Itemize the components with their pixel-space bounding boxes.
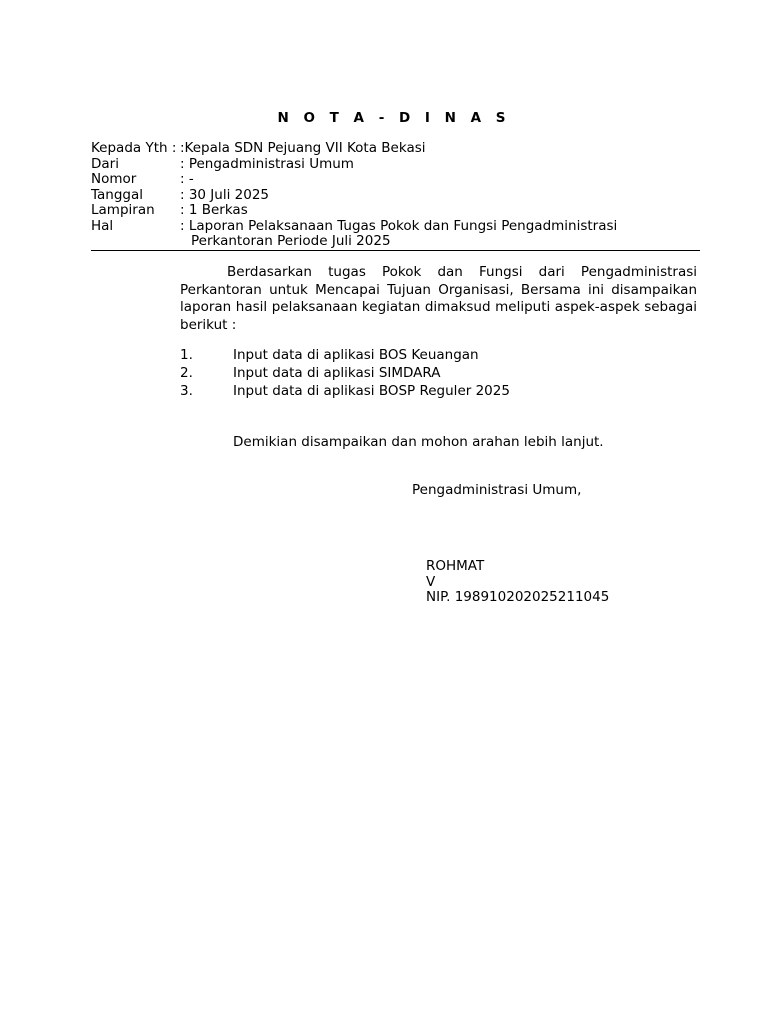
header-row-tanggal [91, 188, 701, 204]
list-item-number: 3. [180, 383, 193, 399]
list-item-number: 1. [180, 347, 193, 363]
signature-title: Pengadministrasi Umum, [412, 482, 582, 498]
hal-value-line1: : Laporan Pelaksanaan Tugas Pokok dan Fungsi Pengadministrasi [180, 217, 618, 234]
lampiran-label: Lampiran [91, 202, 155, 218]
list-item-number: 2. [180, 365, 193, 381]
lampiran-value: : 1 Berkas [180, 202, 248, 218]
tanggal-value: : 30 Juli 2025 [180, 186, 269, 203]
signature-block [426, 559, 609, 606]
tanggal-label: Tanggal [91, 186, 144, 203]
dari-label: Dari [91, 155, 119, 172]
kepada-label: Kepada Yth : [91, 140, 177, 156]
header-row-kepada [91, 141, 701, 157]
activity-list [180, 346, 700, 400]
nomor-value: : - [180, 171, 194, 187]
signatory-initial: V [426, 573, 436, 590]
signatory-nip: NIP. 198910202025211045 [426, 589, 610, 605]
nomor-label: Nomor [91, 171, 137, 187]
memo-header [91, 141, 701, 250]
hal-value-line2: Perkantoran Periode Juli 2025 [191, 233, 391, 249]
header-divider [91, 250, 700, 251]
hal-label: Hal [91, 217, 114, 234]
header-row-nomor [91, 172, 701, 188]
body-paragraph: Berdasarkan tugas Pokok dan Fungsi dari Pengadministrasi Perkantoran untuk Mencapai Tujuan Organisasi, Bersama ini disampaikan laporan hasil pelaksanaan kegiatan dimaksud meliputi aspek-aspek sebagai berikut : [180, 264, 697, 333]
header-row-hal [91, 219, 701, 235]
list-item [180, 346, 700, 364]
header-row-dari [91, 157, 701, 173]
header-row-lampiran [91, 203, 701, 219]
document-title: N O T A - D I N A S [277, 110, 511, 126]
list-item [180, 364, 700, 382]
kepada-value: :Kepala SDN Pejuang VII Kota Bekasi [180, 140, 426, 156]
list-item-text: Input data di aplikasi SIMDARA [233, 365, 441, 381]
list-item-text: Input data di aplikasi BOS Keuangan [233, 347, 479, 363]
list-item [180, 382, 700, 400]
list-item-text: Input data di aplikasi BOSP Reguler 2025 [233, 383, 510, 399]
closing-statement: Demikian disampaikan dan mohon arahan lebih lanjut. [233, 434, 604, 450]
dari-value: : Pengadministrasi Umum [180, 155, 354, 172]
header-row-hal-continued [91, 234, 701, 250]
signatory-name: ROHMAT [426, 558, 485, 574]
